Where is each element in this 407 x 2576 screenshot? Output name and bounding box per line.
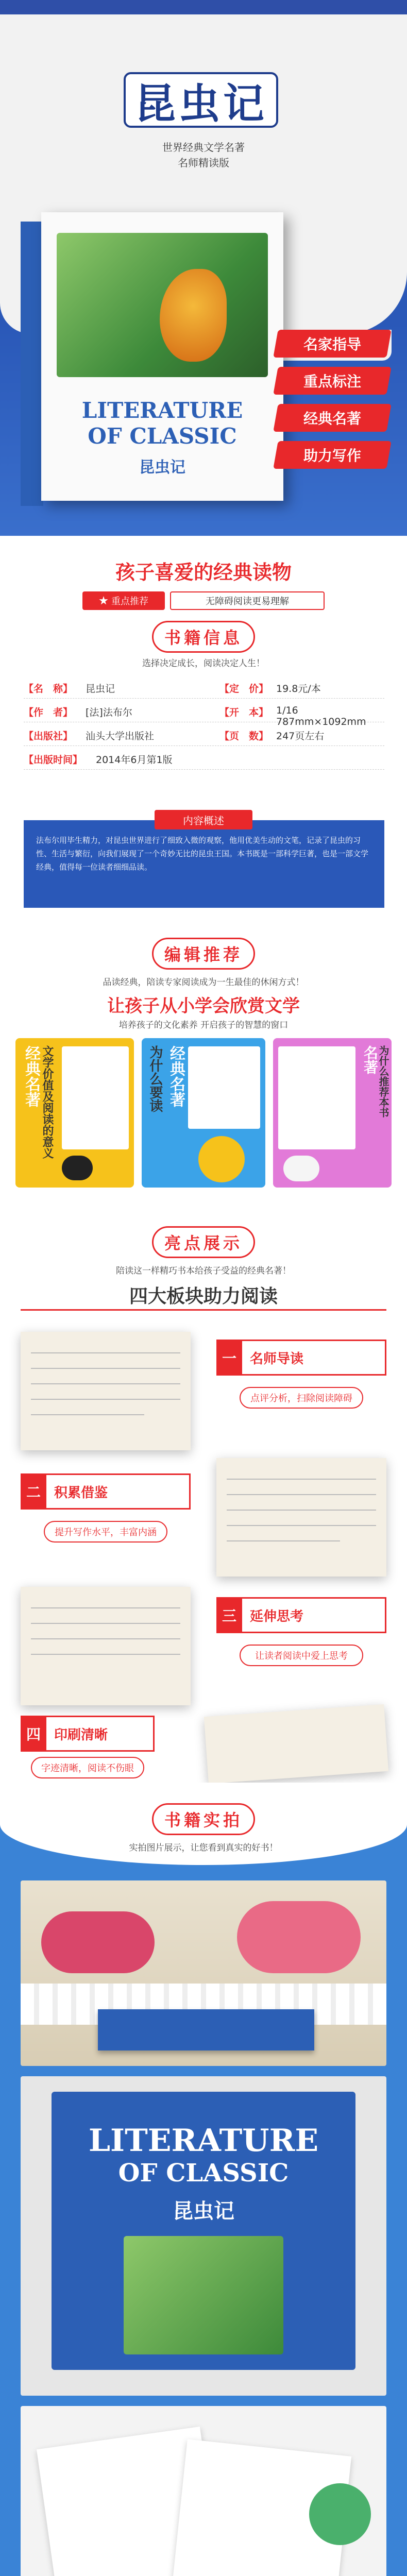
photo-cover-closeup [21, 2076, 386, 2396]
info-row: 【作 者】 [法]法布尔 【开 本】 1/16 787mm×1092mm [24, 699, 384, 722]
closeup-en-1: LITERATURE [88, 2123, 319, 2159]
features-section [0, 1216, 407, 1783]
card-recommend [273, 1038, 392, 1188]
hero-subtitle-2: 名师精读版 [178, 157, 229, 169]
star-icon [99, 596, 108, 605]
editor-caption: 品读经典，陪读专家阅读成为一生最佳的休闲方式！ [103, 977, 304, 988]
cover-en-line-2: OF CLASSIC [88, 423, 237, 449]
photos-caption: 实拍图片展示，让您看到真实的好书！ [129, 1843, 278, 1853]
tag-4: 助力写作 [273, 441, 392, 469]
feature-box-4: 四 印刷清晰 [21, 1716, 155, 1752]
info-row: 【名 称】 昆虫记 【定 价】 19.8元/本 [24, 675, 384, 699]
card-classics-note [62, 1046, 129, 1149]
photo-flowers [21, 1880, 386, 2066]
card-why-vert: 经典名著 [167, 1045, 185, 1107]
card-why-note [188, 1046, 260, 1129]
info-row: 【出版社】 汕头大学出版社 【页 数】 247页左右 [24, 722, 384, 746]
flower-cluster-icon [237, 1901, 361, 1973]
card-classics-vert: 文学价值及阅读的意义 [41, 1045, 54, 1159]
book-stack [98, 2009, 314, 2050]
feature-pill-3: 让读者阅读中爱上思考 [240, 1645, 363, 1666]
hero-section [0, 0, 407, 536]
cover-illustration [57, 233, 268, 377]
card-classics-side: 经典名著 [22, 1045, 40, 1107]
feature-pill-4: 字迹清晰，阅读不伤眼 [31, 1757, 144, 1778]
card-recommend-vert: 为什么推荐本书 [377, 1045, 389, 1117]
closeup-cn: 昆虫记 [173, 2199, 234, 2223]
flower-cluster-icon [41, 1911, 155, 1973]
tag-3: 经典名著 [273, 404, 392, 432]
giraffe-icon [198, 1136, 245, 1182]
editor-sub: 培养孩子的文化素养 开启孩子的智慧的窗口 [118, 1020, 289, 1030]
card-recommend-note [278, 1046, 355, 1149]
feature-open-book-photo [204, 1704, 388, 1783]
closeup-illustration [124, 2236, 283, 2354]
decor-ball [309, 2483, 371, 2545]
content-summary-heading: 内容概述 [155, 810, 252, 829]
feature-box-1: 一 名师导读 [216, 1340, 386, 1376]
feature-page-photo [21, 1332, 191, 1450]
hero-title-badge [124, 72, 278, 128]
editor-slogan: 让孩子从小学会欣赏文学 [107, 996, 300, 1016]
book-info-section [0, 536, 407, 927]
sheep-icon [283, 1156, 319, 1181]
tag-2: 重点标注 [273, 367, 392, 395]
tag-1: 名家指导 [273, 330, 392, 358]
photo-fanned-pages [21, 2406, 386, 2576]
editor-heading: 编辑推荐 [152, 938, 255, 970]
content-summary-box: 法布尔用毕生精力，对昆虫世界进行了细致入微的观察，他用优美生动的文笔，记录了昆虫的习性、生活与繁衍，向我们展现了一个奇妙无比的昆虫王国。本书既是一部科学巨著，也是一部文学经典，值得每一位读者细细品读。 [24, 820, 384, 908]
feature-box-2: 二 积累借鉴 [21, 1473, 191, 1510]
bird-illustration-icon [160, 269, 227, 362]
cover-closeup [52, 2092, 355, 2370]
card-recommend-side: 名著 [362, 1045, 379, 1074]
features-caption: 陪读这一样精巧书本给孩子受益的经典名著！ [116, 1266, 291, 1276]
feature-page-photo [216, 1458, 386, 1577]
features-heading: 亮点展示 [152, 1226, 255, 1258]
closeup-en-2: OF CLASSIC [118, 2159, 289, 2188]
photos-section [0, 1783, 407, 2576]
ribbon-left: 重点推荐 [82, 591, 165, 610]
photos-heading: 书籍实拍 [152, 1803, 255, 1835]
info-row: 【出版时间】 2014年6月第1版 [24, 746, 384, 770]
book-spine [21, 222, 43, 506]
cover-en-line-1: LITERATURE [81, 398, 243, 423]
editor-section [0, 927, 407, 1216]
slogan-title: 孩子喜爱的经典读物 [115, 561, 292, 584]
features-title: 四大板块助力阅读 [21, 1282, 386, 1311]
feature-pill-2: 提升写作水平，丰富内涵 [44, 1521, 167, 1543]
panda-icon [62, 1156, 93, 1180]
hero-title: 昆虫记 [134, 79, 267, 128]
feature-box-3: 三 延伸思考 [216, 1597, 386, 1633]
card-why-side: 为什么要读 [147, 1045, 163, 1112]
book-cover [41, 212, 283, 501]
hero-subtitle-1: 世界经典文学名著 [162, 141, 245, 154]
cover-cn-title: 昆虫记 [139, 459, 185, 477]
card-why-read [142, 1038, 265, 1188]
book-info-caption: 选择决定成长，阅读决定人生！ [142, 658, 265, 669]
feature-page-photo [21, 1587, 191, 1705]
book-info-heading: 书籍信息 [152, 621, 255, 653]
ribbon-right: 无障碍阅读更易理解 [170, 591, 325, 610]
feature-pill-1: 点评分析，扫除阅读障碍 [240, 1387, 363, 1409]
card-classics [15, 1038, 134, 1188]
info-table [24, 675, 384, 770]
